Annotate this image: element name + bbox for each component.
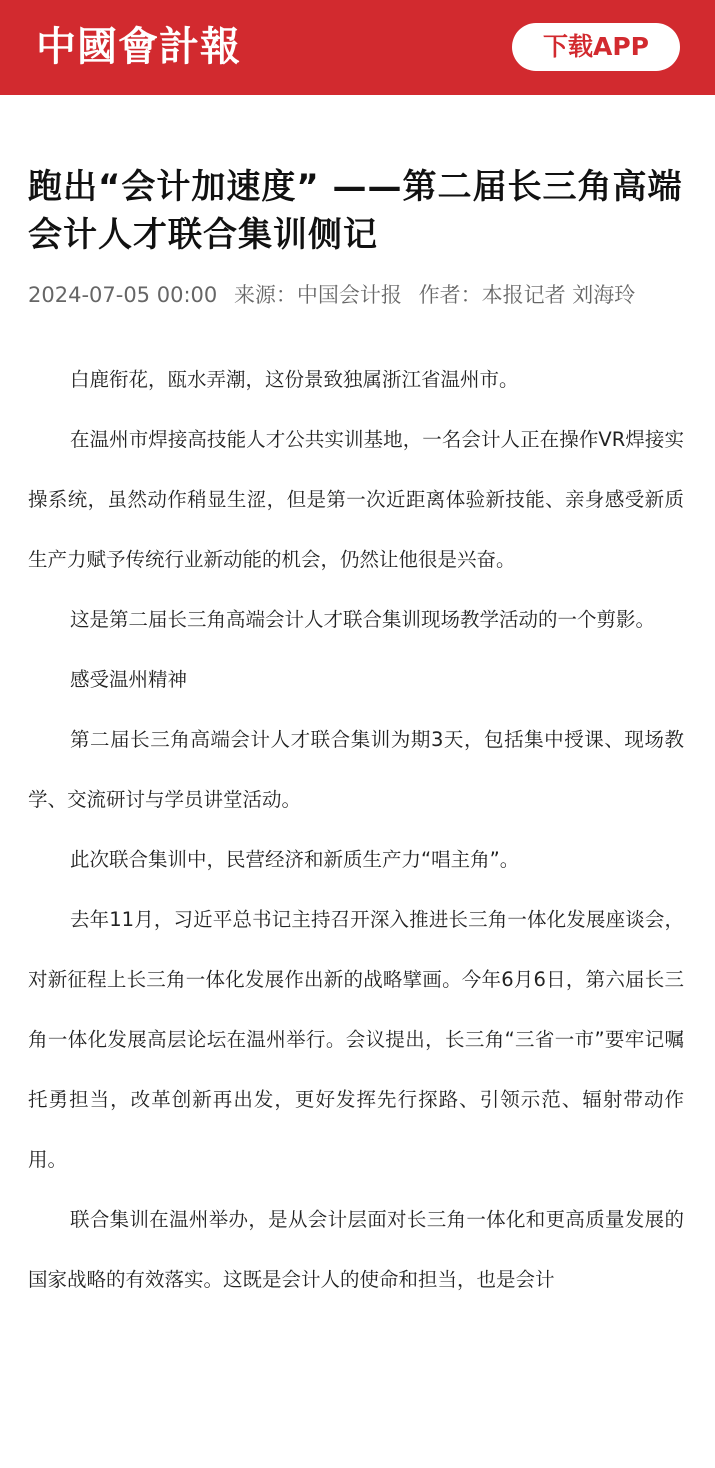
article-paragraph: 此次联合集训中，民营经济和新质生产力“唱主角”。 — [70, 848, 520, 871]
article-container — [28, 95, 688, 1310]
article-body — [28, 350, 684, 1310]
article-paragraph: 去年11月，习近平总书记主持召开深入推进长三角一体化发展座谈会，对新征程上长三角一体化发展作出新的战略擘画。今年6月6日，第六届长三角一体化发展高层论坛在温州举行。会议提出，长三角“三省一市”要牢记嘱托勇担当，改革创新再出发，更好发挥先行探路、引领示范、辐射带动作用。 — [28, 908, 684, 1171]
article-paragraph: 白鹿衔花，瓯水弄潮，这份景致独属浙江省温州市。 — [70, 368, 519, 391]
publish-date: 2024-07-05 00:00 — [28, 283, 218, 307]
site-logo[interactable]: 中國會計報 — [36, 23, 241, 70]
article-paragraph: 联合集训在温州举办，是从会计层面对长三角一体化和更高质量发展的国家战略的有效落实。这既是会计人的使命和担当，也是会计 — [28, 1208, 684, 1291]
article-title: 跑出“会计加速度” ——第二届长三角高端会计人才联合集训侧记 — [28, 167, 683, 255]
article-source: 来源：中国会计报 — [233, 283, 402, 307]
article-paragraph: 第二届长三角高端会计人才联合集训为期3天，包括集中授课、现场教学、交流研讨与学员讲堂活动。 — [28, 728, 684, 811]
article-paragraph: 在温州市焊接高技能人才公共实训基地，一名会计人正在操作VR焊接实操系统，虽然动作稍显生涩，但是第一次近距离体验新技能、亲身感受新质生产力赋予传统行业新动能的机会，仍然让他很是兴奋。 — [28, 428, 684, 571]
download-app-button[interactable]: 下载APP — [512, 23, 680, 71]
article-subheading: 感受温州精神 — [70, 668, 188, 691]
article-paragraph: 这是第二届长三角高端会计人才联合集训现场教学活动的一个剪影。 — [70, 608, 656, 631]
article-author: 作者：本报记者 刘海玲 — [418, 283, 636, 307]
article-meta — [28, 281, 678, 309]
top-header-bar — [0, 0, 715, 95]
